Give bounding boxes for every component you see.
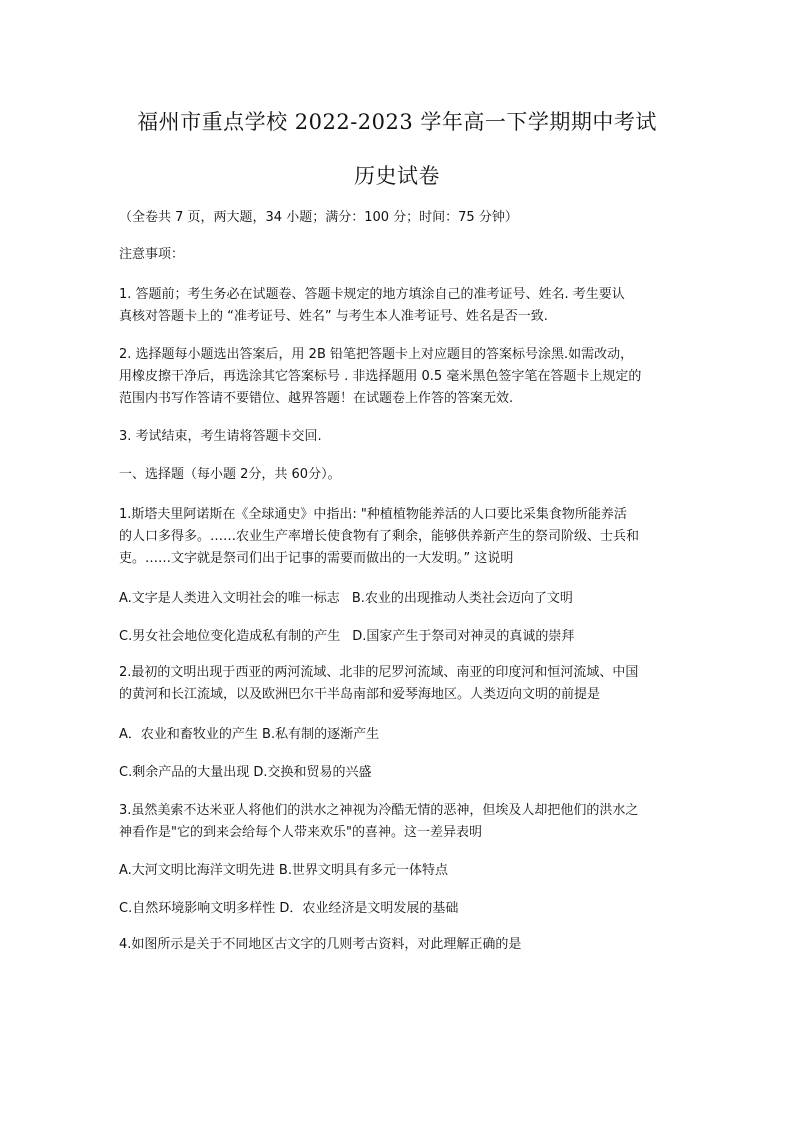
question-1-options-cd (119, 626, 679, 648)
question-4-stem: 4.如图所示是关于不同地区古文字的几则考古资料，对此理解正确的是 (119, 937, 522, 952)
notice-item-3: 3. 考试结束，考生请将答题卡交回. (119, 429, 322, 444)
question-3-stem-line: 神看作是"它的到来会给每个人带来欢乐"的喜神。这一差异表明 (119, 825, 482, 840)
notice-item-2-line: 用橡皮擦干净后，再选涂其它答案标号 . 非选择题用 0.5 毫米黑色签字笔在答题卡上规定的 (119, 369, 642, 384)
question-1-option-c: C.男女社会地位变化造成私有制的产生 (119, 629, 341, 644)
exam-info: （全卷共 7 页，两大题，34 小题；满分：100 分；时间：75 分钟） (119, 210, 518, 225)
question-3-stem-line: 3.虽然美索不达米亚人将他们的洪水之神视为冷酷无情的恶神，但埃及人却把他们的洪水之 (119, 803, 639, 818)
notice-heading: 注意事项： (119, 247, 185, 262)
question-3-options-cd: C.自然环境影响文明多样性 D．农业经济是文明发展的基础 (119, 901, 459, 916)
question-2-options-cd: C.剩余产品的大量出现 D.交换和贸易的兴盛 (119, 765, 372, 780)
exam-subtitle: 历史试卷 (354, 164, 440, 188)
question-1-stem-line: 吏。……文字就是祭司们出于记事的需要而做出的一大发明。” 这说明 (119, 551, 514, 566)
question-2-stem-line: 的黄河和长江流域，以及欧洲巴尔干半岛南部和爱琴海地区。人类迈向文明的前提是 (119, 687, 601, 702)
section-heading: 一、选择题（每小题 2分，共 60分）。 (119, 467, 341, 482)
question-1-option-d: D.国家产生于祭司对神灵的真诚的崇拜 (352, 629, 575, 644)
exam-title: 福州市重点学校 2022-2023 学年高一下学期期中考试 (137, 110, 657, 134)
notice-item-2 (119, 344, 679, 410)
question-1-stem-line: 的人口多得多。……农业生产率增长使食物有了剩余，能够供养新产生的祭司阶级、士兵和 (119, 529, 640, 544)
question-3-stem (119, 800, 679, 844)
question-2-stem (119, 662, 679, 706)
notice-item-2-line: 2. 选择题每小题选出答案后，用 2B 铅笔把答题卡上对应题目的答案标号涂黑.如需改动， (119, 347, 634, 362)
question-1-stem (119, 504, 679, 570)
question-1-options-ab (119, 588, 679, 610)
question-2-stem-line: 2.最初的文明出现于西亚的两河流域、北非的尼罗河流域、南亚的印度河和恒河流域、中国 (119, 665, 639, 680)
question-3-options-ab: A.大河文明比海洋文明先进 B.世界文明具有多元一体特点 (119, 863, 448, 878)
question-1-option-a: A.文字是人类进入文明社会的唯一标志 (119, 591, 340, 606)
question-1-stem-line: 1.斯塔夫里阿诺斯在《全球通史》中指出: "种植植物能养活的人口要比采集食物所能养活 (119, 507, 627, 522)
notice-item-1-line: 真核对答题卡上的 “准考证号、姓名” 与考生本人准考证号、姓名是否一致. (119, 309, 548, 324)
notice-item-1 (119, 284, 679, 328)
question-2-options-ab: A．农业和畜牧业的产生 B.私有制的逐渐产生 (119, 727, 380, 742)
notice-item-1-line: 1. 答题前；考生务必在试题卷、答题卡规定的地方填涂自己的准考证号、姓名. 考生要认 (119, 287, 625, 302)
notice-item-2-line: 范围内书写作答请不要错位、越界答题！在试题卷上作答的答案无效. (119, 391, 514, 406)
question-1-option-b: B.农业的出现推动人类社会迈向了文明 (351, 591, 573, 606)
